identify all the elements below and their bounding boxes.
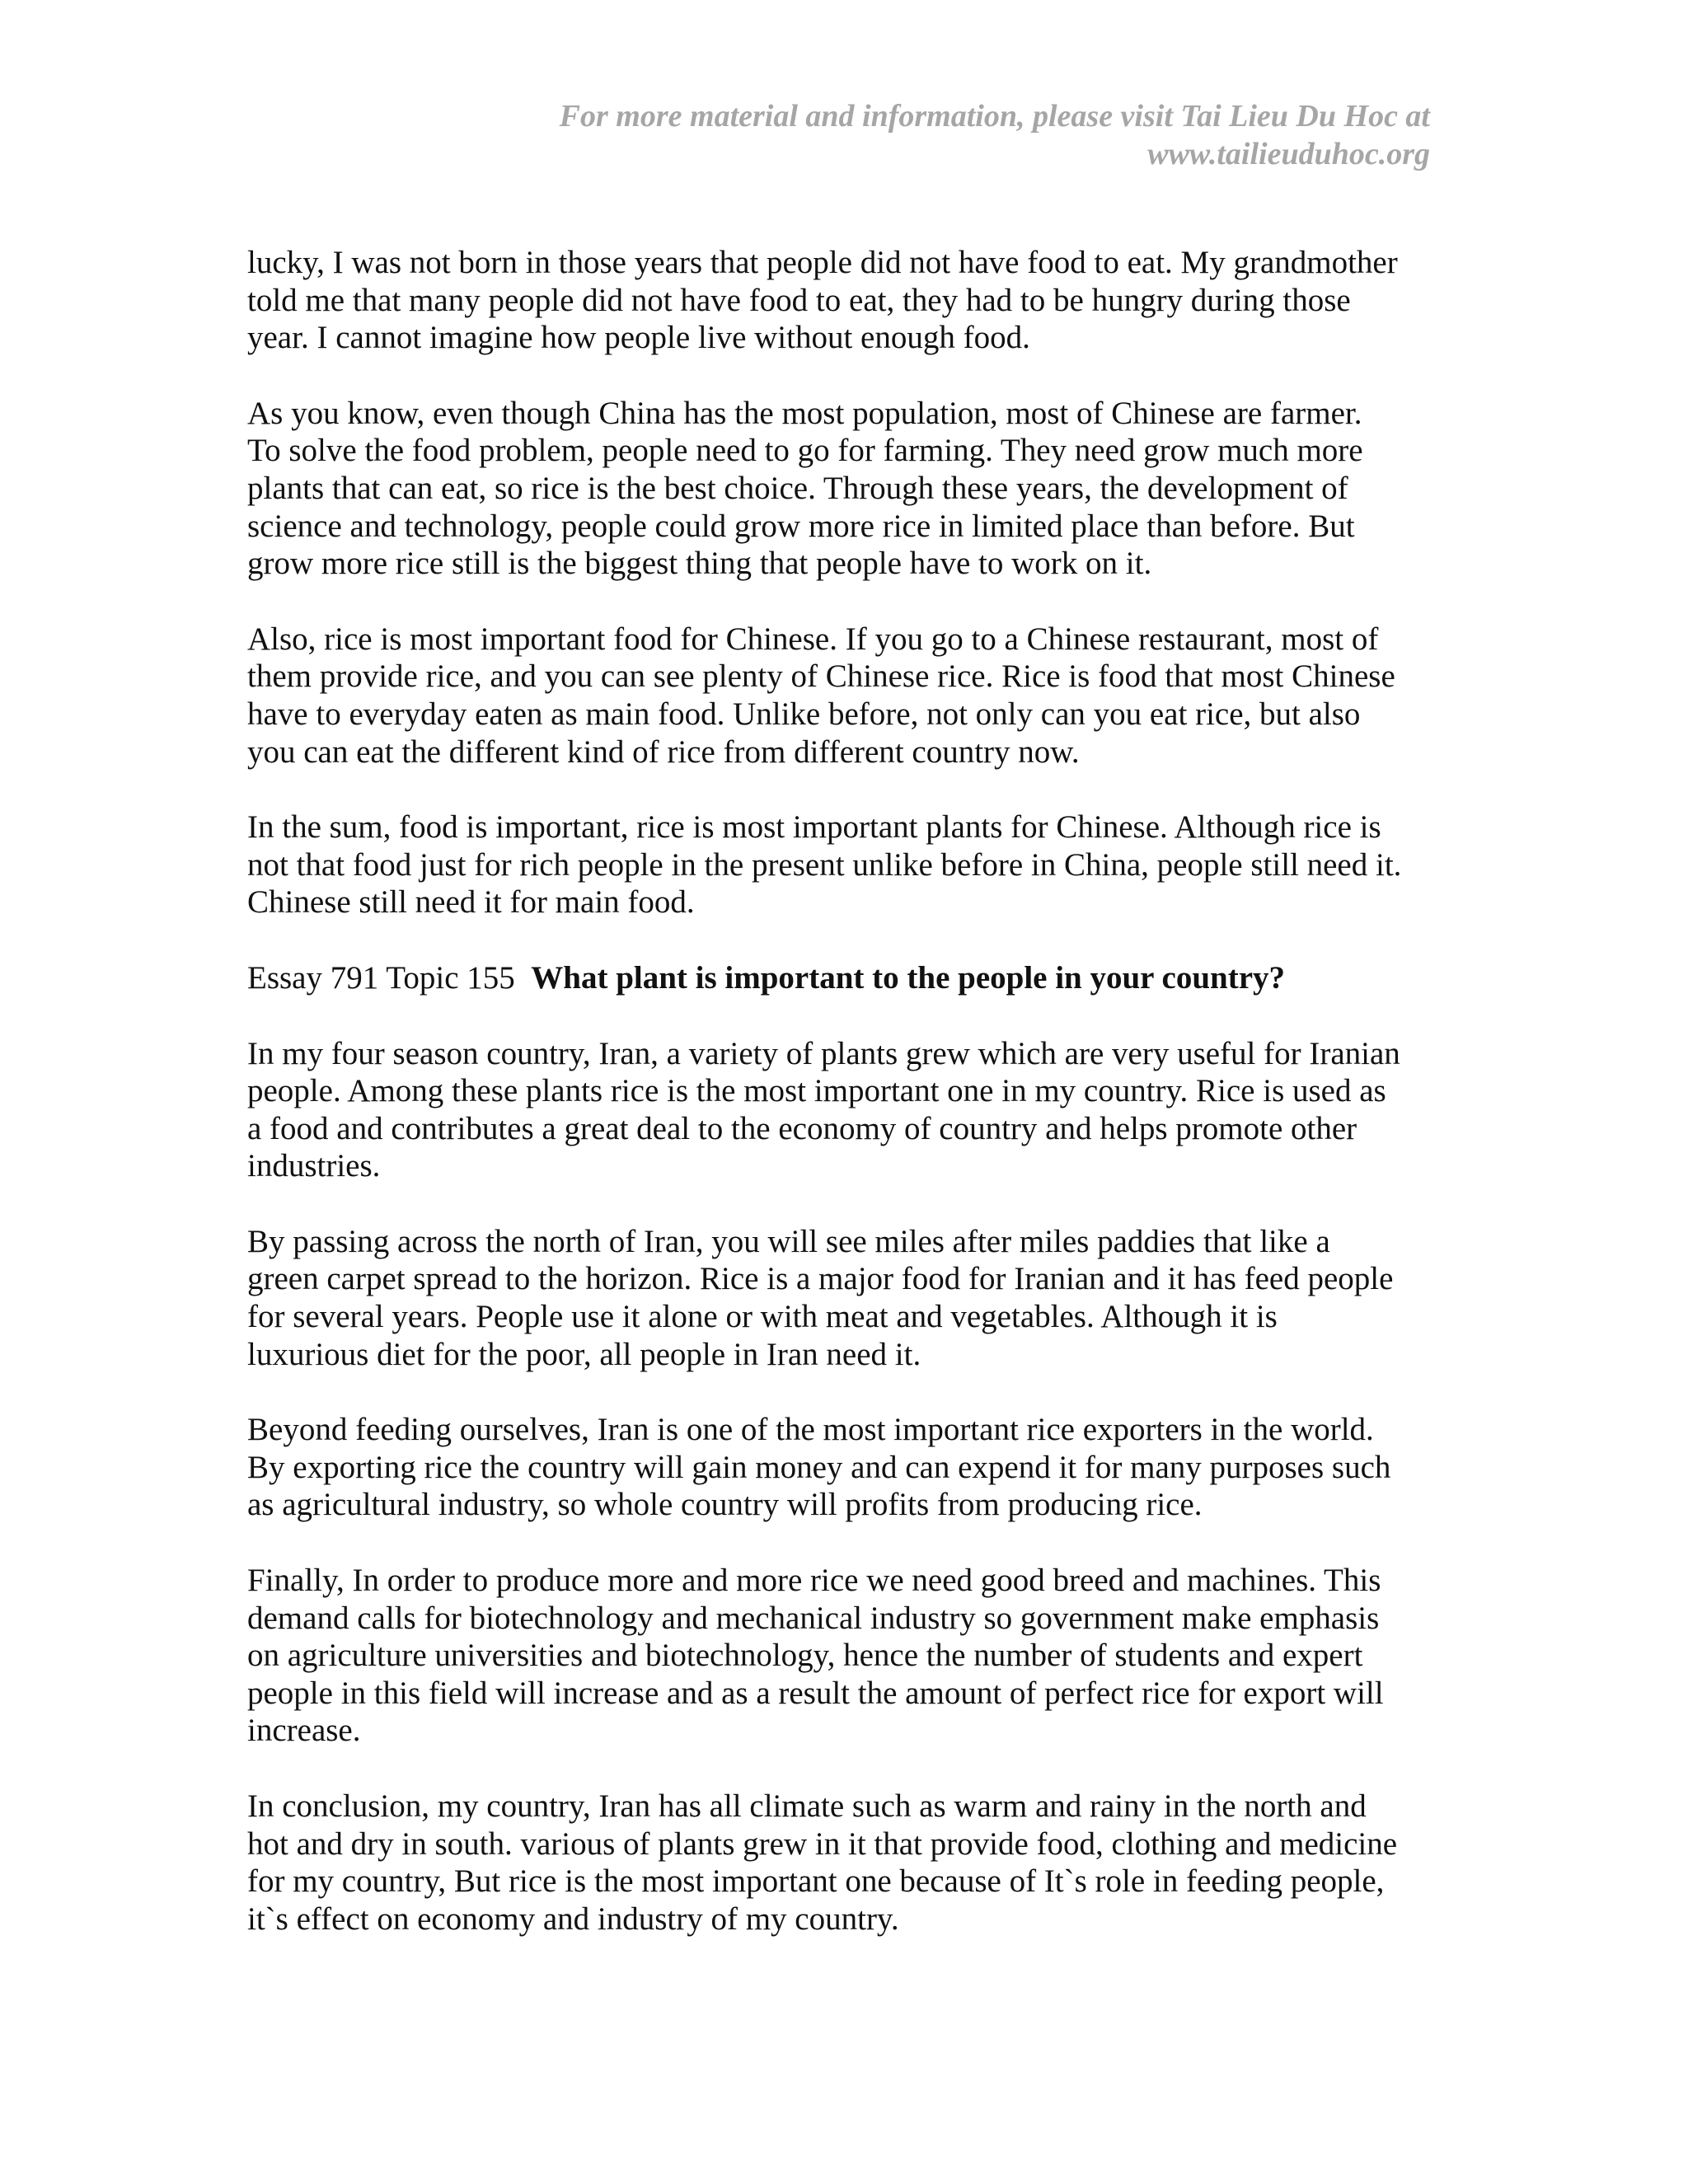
essay-heading xyxy=(247,959,1434,997)
text-line: In my four season country, Iran, a variety of plants grew which are very useful for Iranian xyxy=(247,1035,1400,1071)
text-line: plants that can eat, so rice is the best choice. Through these years, the development of xyxy=(247,470,1348,506)
paragraph xyxy=(247,808,1434,921)
text-line: In the sum, food is important, rice is most important plants for Chinese. Although rice is xyxy=(247,809,1381,846)
text-line: people. Among these plants rice is the most important one in my country. Rice is used as xyxy=(247,1073,1386,1109)
text-line: not that food just for rich people in the present unlike before in China, people still need it. xyxy=(247,846,1402,883)
text-line: people in this field will increase and as a result the amount of perfect rice for export will xyxy=(247,1675,1384,1711)
text-line: To solve the food problem, people need to go for farming. They need grow much more xyxy=(247,433,1363,469)
text-line: Finally, In order to produce more and more rice we need good breed and machines. This xyxy=(247,1563,1381,1599)
paragraph xyxy=(247,1788,1434,1938)
text-line: for my country, But rice is the most important one because of It`s role in feeding people, xyxy=(247,1863,1385,1900)
text-line: it`s effect on economy and industry of my country. xyxy=(247,1900,899,1937)
text-line: you can eat the different kind of rice from different country now. xyxy=(247,733,1080,770)
text-line: Also, rice is most important food for Chinese. If you go to a Chinese restaurant, most of xyxy=(247,621,1379,657)
text-line: increase. xyxy=(247,1713,361,1749)
text-line: for several years. People use it alone or with meat and vegetables. Although it is xyxy=(247,1299,1278,1335)
text-line: hot and dry in south. various of plants grew in it that provide food, clothing and medicine xyxy=(247,1825,1398,1862)
text-line: green carpet spread to the horizon. Rice is a major food for Iranian and it has feed people xyxy=(247,1261,1394,1297)
paragraph xyxy=(247,244,1434,357)
paragraph xyxy=(247,1223,1434,1373)
paragraph xyxy=(247,1562,1434,1750)
text-line: By exporting rice the country will gain money and can expend it for many purposes such xyxy=(247,1449,1391,1485)
text-line: science and technology, people could grow more rice in limited place than before. But xyxy=(247,508,1355,544)
text-line: have to everyday eaten as main food. Unlike before, not only can you eat rice, but also xyxy=(247,696,1361,732)
page-header xyxy=(560,97,1430,173)
document-body xyxy=(247,244,1434,1975)
paragraph xyxy=(247,1035,1434,1185)
header-line-1: For more material and information, please visit Tai Lieu Du Hoc at xyxy=(559,99,1430,134)
text-line: industries. xyxy=(247,1148,381,1184)
text-line: As you know, even though China has the most population, most of Chinese are farmer. xyxy=(247,395,1362,431)
text-line: on agriculture universities and biotechnology, hence the number of students and expert xyxy=(247,1638,1363,1674)
header-line-2: www.tailieuduhoc.org xyxy=(1147,137,1430,171)
text-line: told me that many people did not have food to eat, they had to be hungry during those xyxy=(247,282,1351,318)
text-line: lucky, I was not born in those years that people did not have food to eat. My grandmother xyxy=(247,245,1398,280)
text-line: grow more rice still is the biggest thing that people have to work on it. xyxy=(247,546,1152,582)
paragraph xyxy=(247,621,1434,771)
paragraph xyxy=(247,1411,1434,1524)
essay-question: What plant is important to the people in your country? xyxy=(531,959,1286,996)
text-line: Beyond feeding ourselves, Iran is one of the most important rice exporters in the world. xyxy=(247,1412,1374,1448)
essay-label: Essay 791 Topic 155 xyxy=(247,959,515,996)
text-line: them provide rice, and you can see plenty of Chinese rice. Rice is food that most Chinese xyxy=(247,658,1395,695)
paragraph xyxy=(247,395,1434,583)
text-line: Chinese still need it for main food. xyxy=(247,884,695,921)
text-line: By passing across the north of Iran, you will see miles after miles paddies that like a xyxy=(247,1223,1330,1259)
text-line: year. I cannot imagine how people live without enough food. xyxy=(247,320,1030,356)
text-line: as agricultural industry, so whole country will profits from producing rice. xyxy=(247,1487,1203,1523)
text-line: In conclusion, my country, Iran has all climate such as warm and rainy in the north and xyxy=(247,1788,1367,1824)
text-line: a food and contributes a great deal to the economy of country and helps promote other xyxy=(247,1110,1357,1146)
text-line: luxurious diet for the poor, all people in Iran need it. xyxy=(247,1336,921,1372)
text-line: demand calls for biotechnology and mechanical industry so government make emphasis xyxy=(247,1600,1380,1636)
